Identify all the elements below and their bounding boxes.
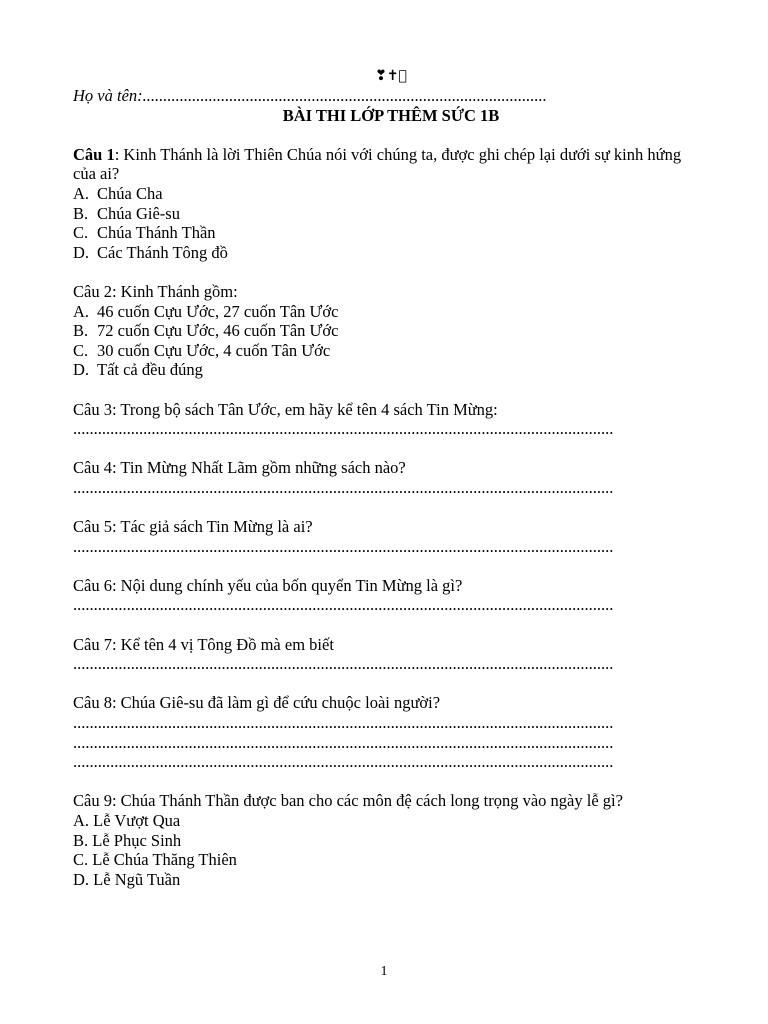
- spacer: [73, 439, 685, 459]
- question-3: Câu 3: Trong bộ sách Tân Ước, em hãy kể tên 4 sách Tin Mừng:: [73, 399, 498, 419]
- question-2-option-b: [73, 321, 685, 341]
- option-letter: D.: [73, 360, 90, 380]
- option-text: Chúa Cha: [97, 183, 163, 203]
- cross-ornament-icon: ❣✝⃝: [375, 68, 407, 84]
- question-9-option-a: A. Lễ Vượt Qua: [73, 810, 181, 830]
- question-6: Câu 6: Nội dung chính yếu của bốn quyển Tin Mừng là gì?: [73, 575, 463, 595]
- option-text: 46 cuốn Cựu Ước, 27 cuốn Tân Ước: [97, 301, 339, 321]
- answer-line: ...................................................................................................................................: [73, 713, 614, 732]
- spacer: [73, 615, 685, 635]
- answer-line: ...................................................................................................................................: [73, 536, 614, 556]
- question-9: Câu 9: Chúa Thánh Thần được ban cho các môn đệ cách long trọng vào ngày lễ gì?: [73, 791, 623, 811]
- option-letter: B.: [73, 321, 89, 341]
- name-label: Họ và tên:: [73, 86, 143, 105]
- option-text: Chúa Thánh Thần: [97, 223, 216, 243]
- answer-line: ...................................................................................................................................: [73, 654, 614, 674]
- question-8: Câu 8: Chúa Giê-su đã làm gì để cứu chuộc loài người?: [73, 693, 441, 713]
- question-9-option-c: C. Lễ Chúa Thăng Thiên: [73, 850, 237, 870]
- spacer: [73, 380, 685, 400]
- option-letter: B.: [73, 203, 89, 223]
- question-9-option-d: D. Lễ Ngũ Tuần: [73, 869, 181, 889]
- option-text: Các Thánh Tông đồ: [97, 242, 228, 262]
- option-letter: A.: [73, 183, 90, 203]
- question-7: Câu 7: Kể tên 4 vị Tông Đồ mà em biết: [73, 634, 334, 654]
- answer-line: ...................................................................................................................................: [73, 419, 614, 439]
- answer-line: ...................................................................................................................................: [73, 752, 614, 772]
- name-fill-dots: ..................................................................................................: [142, 86, 547, 105]
- option-text: 30 cuốn Cựu Ước, 4 cuốn Tân Ước: [97, 340, 331, 360]
- spacer: [73, 772, 685, 792]
- option-letter: D.: [73, 242, 90, 262]
- question-4: Câu 4: Tin Mừng Nhất Lãm gồm những sách nào?: [73, 458, 406, 478]
- question-2-option-c: [73, 341, 685, 361]
- spacer: [73, 674, 685, 694]
- option-text: Chúa Giê-su: [97, 203, 180, 223]
- student-name-line: [73, 86, 685, 106]
- option-text: 72 cuốn Cựu Ước, 46 cuốn Tân Ước: [97, 321, 339, 341]
- option-letter: C.: [73, 223, 89, 243]
- answer-line: ...................................................................................................................................: [73, 732, 614, 752]
- question-2-option-d: [73, 360, 685, 380]
- answer-line: ...................................................................................................................................: [73, 477, 614, 497]
- question-1: [73, 145, 685, 184]
- option-letter: A.: [73, 301, 90, 321]
- spacer: [73, 262, 685, 282]
- question-1-label: Câu 1: [73, 144, 115, 164]
- question-1-option-d: [73, 243, 685, 263]
- exam-page: [73, 66, 685, 889]
- exam-title: BÀI THI LỚP THÊM SỨC 1B: [282, 105, 500, 125]
- answer-line: ...................................................................................................................................: [73, 595, 614, 615]
- spacer: [73, 556, 685, 576]
- question-5: Câu 5: Tác giả sách Tin Mừng là ai?: [73, 517, 313, 537]
- spacer: [73, 125, 685, 145]
- page-number: 1: [380, 964, 388, 979]
- question-1-text: : Kinh Thánh là lời Thiên Chúa nói với chúng ta, được ghi chép lại dưới sự kinh hứng của ai?: [73, 144, 682, 184]
- question-1-option-b: [73, 204, 685, 224]
- option-text: Tất cả đều đúng: [97, 360, 203, 380]
- option-letter: C.: [73, 340, 89, 360]
- spacer: [73, 497, 685, 517]
- question-9-option-b: B. Lễ Phục Sinh: [73, 830, 182, 850]
- question-2: Câu 2: Kinh Thánh gồm:: [73, 281, 238, 301]
- question-1-option-c: [73, 223, 685, 243]
- question-2-option-a: [73, 302, 685, 322]
- question-1-option-a: [73, 184, 685, 204]
